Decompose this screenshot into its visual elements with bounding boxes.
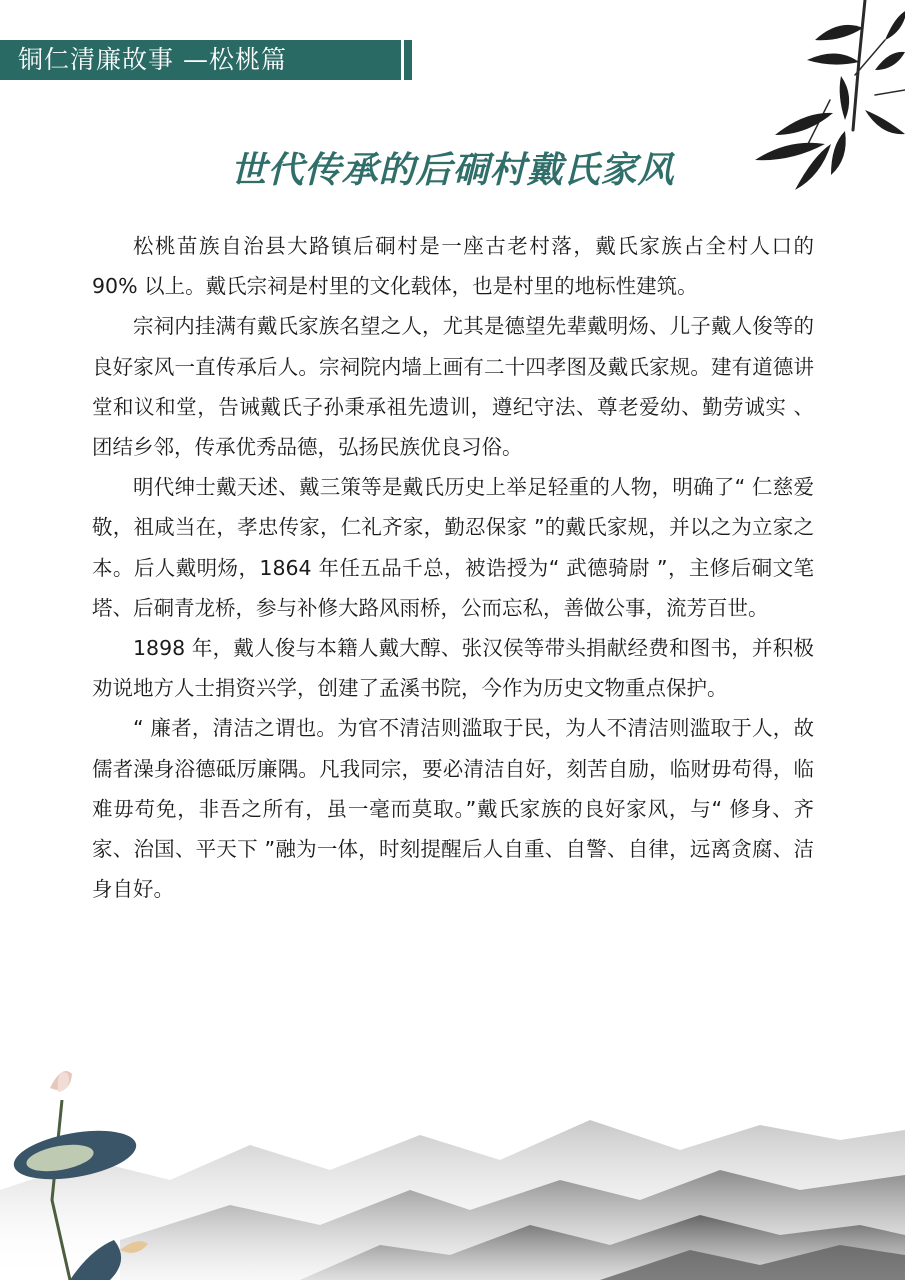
paragraph: 1898 年，戴人俊与本籍人戴大醇、张汉侯等带头捐献经费和图书，并积极劝说地方人士捐资兴学，创建了孟溪书院，今作为历史文物重点保护。: [92, 636, 814, 701]
series-label: 铜仁清廉故事 —松桃篇: [18, 45, 287, 74]
paragraph: 明代绅士戴天述、戴三策等是戴氏历史上举足轻重的人物，明确了“ 仁慈爱敬，祖咸当在，孝忠传家，仁礼齐家，勤忍保家 ”的戴氏家规，并以之为立家之本。后人戴明炀，1864 年任五品千总，被诰授为“ 武德骑尉 ”，主修后硐文笔塔、后硐青龙桥，参与补修大路风雨桥，公而忘私，善做公事，流芳百世。: [92, 475, 814, 620]
header-end-bar: [407, 40, 412, 80]
paragraph: 宗祠内挂满有戴氏家族名望之人，尤其是德望先辈戴明炀、儿子戴人俊等的良好家风一直传承后人。宗祠院内墙上画有二十四孝图及戴氏家规。建有道德讲堂和议和堂，告诫戴氏子孙秉承祖先遗训，遵纪守法、尊老爱幼、勤劳诚实 、团结乡邻，传承优秀品德，弘扬民族优良习俗。: [92, 314, 814, 460]
page-title: 世代传承的后硐村戴氏家风: [230, 150, 675, 191]
paragraph: “ 廉者，清洁之谓也。为官不清洁则滥取于民，为人不清洁则滥取于人，故儒者澡身浴德砥厉廉隅。凡我同宗，要必清洁自好，刻苦自励，临财毋苟得，临难毋苟免，非吾之所有，虽一毫而莫取。”戴氏家族的良好家风，与“ 修身、齐家、治国、平天下 ”融为一体，时刻提醒后人自重、自警、自律，远离贪腐、洁身自好。: [92, 716, 814, 902]
lotus-and-mountain-ink-painting: [0, 1040, 905, 1280]
paragraph: 松桃苗族自治县大路镇后硐村是一座古老村落，戴氏家族占全村人口的 90% 以上。戴氏宗祠是村里的文化载体，也是村里的地标性建筑。: [92, 234, 814, 299]
header-divider: [401, 40, 404, 80]
article-body: [92, 226, 814, 909]
